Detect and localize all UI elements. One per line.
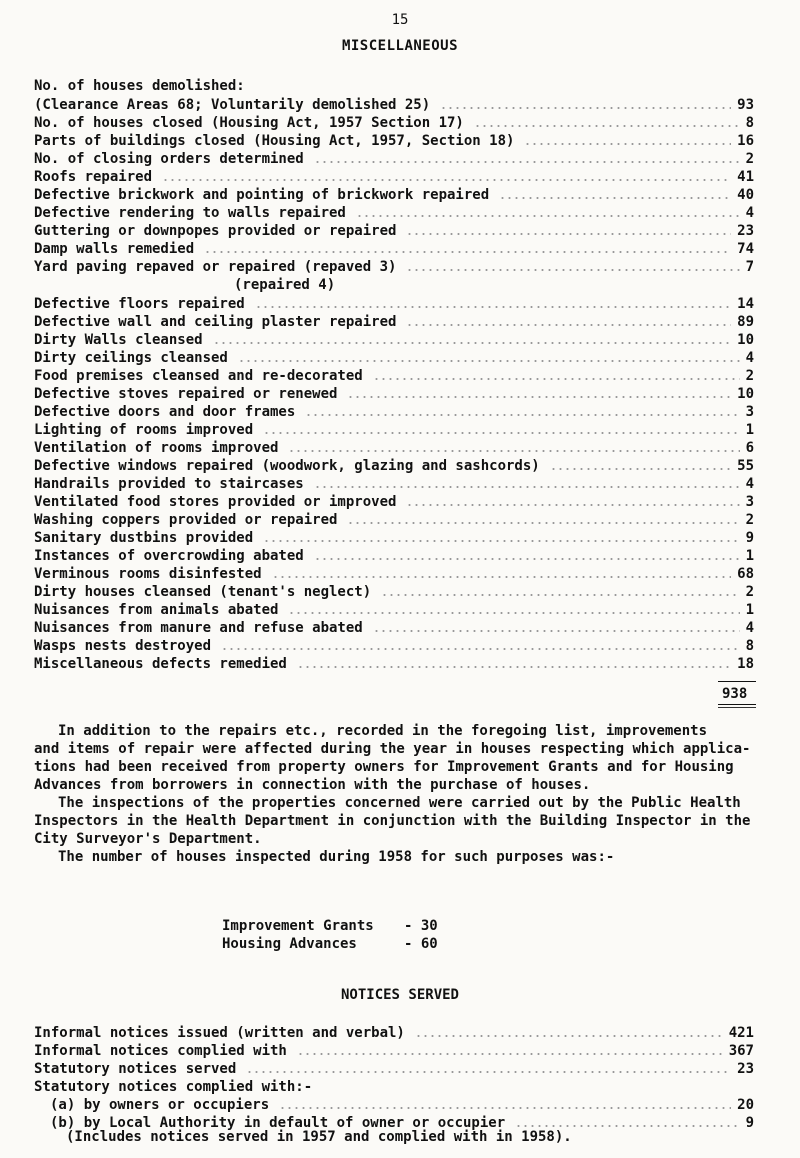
repair-item-label: Nuisances from manure and refuse abated (34, 620, 363, 636)
repair-item-row (34, 241, 754, 259)
repair-item-label: Defective wall and ceiling plaster repaired (34, 314, 397, 330)
repair-item-row (34, 350, 754, 368)
repair-item-row (34, 584, 754, 602)
leader-dots (288, 610, 740, 616)
repair-item-label: No. of houses closed (Housing Act, 1957 Section 17) (34, 115, 464, 131)
repair-item-row (34, 205, 754, 223)
repair-item-label: Defective stoves repaired or renewed (34, 386, 338, 402)
repair-item-value: 16 (737, 133, 754, 149)
repair-item-value: 7 (745, 259, 754, 275)
repair-item-value: 68 (737, 566, 754, 582)
repair-item-value: 14 (737, 296, 754, 312)
repair-item-label: Defective rendering to walls repaired (34, 205, 346, 221)
leader-dots (213, 340, 731, 346)
section-heading: MISCELLANEOUS (341, 38, 459, 54)
notice-value: 421 (728, 1025, 754, 1041)
leader-dots (288, 448, 740, 454)
total-rule-top (718, 681, 756, 682)
repair-item-row (34, 151, 754, 169)
repair-item-value: 2 (745, 584, 754, 600)
notice-value: 23 (737, 1061, 754, 1077)
housing-advances-label: Housing Advances (222, 936, 357, 952)
repair-item-value: 3 (745, 494, 754, 510)
leader-dots (347, 520, 740, 526)
notice-value: 9 (745, 1115, 754, 1131)
repair-item-label: Miscellaneous defects remedied (34, 656, 287, 672)
repair-item-label: Defective doors and door frames (34, 404, 296, 420)
repair-item-label: Dirty Walls cleansed (34, 332, 203, 348)
repair-item-row (34, 332, 754, 350)
leader-dots (415, 1033, 723, 1039)
leader-dots (440, 105, 731, 111)
notice-label: (a) by owners or occupiers (50, 1097, 270, 1113)
improvement-grants-value: - 30 (404, 918, 438, 934)
repair-item-row (34, 97, 754, 115)
leader-dots (221, 646, 740, 652)
notice-value: 20 (737, 1097, 754, 1113)
page-number: 15 (391, 12, 409, 28)
leader-dots (263, 538, 740, 544)
repair-item-label: Lighting of rooms improved (34, 422, 254, 438)
total-rule-double (718, 707, 756, 708)
repair-item-row (34, 620, 754, 638)
repair-item-value: 9 (745, 530, 754, 546)
leader-dots (373, 376, 740, 382)
repair-item-row (34, 602, 754, 620)
leader-dots (406, 267, 740, 273)
leader-dots (314, 484, 740, 490)
repair-item-value: 2 (745, 151, 754, 167)
repair-item-value: 1 (745, 602, 754, 618)
repair-item-value: 89 (737, 314, 754, 330)
leader-dots (263, 430, 740, 436)
improvement-grants-row (222, 918, 438, 934)
leader-dots (204, 249, 731, 255)
repair-item-label: Instances of overcrowding abated (34, 548, 304, 564)
notice-row (34, 1043, 754, 1061)
repair-item-row (34, 494, 754, 512)
repair-item-value: 41 (737, 169, 754, 185)
leader-dots (550, 466, 731, 472)
repair-item-value: 2 (745, 368, 754, 384)
repair-item-row (34, 296, 754, 314)
repair-item-value: 23 (737, 223, 754, 239)
repair-item-row (34, 422, 754, 440)
leader-dots (314, 159, 740, 165)
leader-dots (524, 141, 731, 147)
notice-label: Informal notices complied with (34, 1043, 287, 1059)
repair-item-value: 74 (737, 241, 754, 257)
leader-dots (406, 502, 740, 508)
repair-item-label: Dirty ceilings cleansed (34, 350, 228, 366)
notices-footnote: (Includes notices served in 1957 and complied with in 1958). (66, 1129, 572, 1145)
repair-item-row (34, 223, 754, 241)
repair-item-label: Guttering or downpopes provided or repaired (34, 223, 397, 239)
repair-item-row (34, 440, 754, 458)
notice-label: Statutory notices complied with:- (34, 1079, 313, 1095)
repair-item-row (34, 404, 754, 422)
paragraph-line: tions had been received from property owners for Improvement Grants and for Housing (34, 759, 734, 775)
notice-label: Informal notices issued (written and verbal) (34, 1025, 405, 1041)
repair-item-label: Handrails provided to staircases (34, 476, 304, 492)
paragraph-line: City Surveyor's Department. (34, 831, 262, 847)
repair-item-value: 93 (737, 97, 754, 113)
leader-dots (474, 123, 740, 129)
repair-item-row (34, 133, 754, 151)
repair-item-row (34, 548, 754, 566)
paragraph-line: and items of repair were affected during the year in houses respecting which applica- (34, 741, 751, 757)
notice-row (34, 1061, 754, 1079)
leader-dots (246, 1069, 731, 1075)
repair-item-row (34, 259, 754, 277)
repair-item-label: Parts of buildings closed (Housing Act, 1957, Section 18) (34, 133, 515, 149)
leader-dots (347, 394, 731, 400)
repair-item-value: 4 (745, 620, 754, 636)
repair-item-value: 1 (745, 422, 754, 438)
repair-item-value: 10 (737, 386, 754, 402)
repair-item-value: 3 (745, 404, 754, 420)
repair-item-value: 4 (745, 476, 754, 492)
repair-item-row (34, 115, 754, 133)
repair-item-label: (Clearance Areas 68; Voluntarily demolished 25) (34, 97, 431, 113)
repair-item-value: 6 (745, 440, 754, 456)
repair-item-row (34, 386, 754, 404)
total-value: 938 (722, 686, 748, 702)
repair-item-value: 8 (745, 115, 754, 131)
leader-dots (406, 322, 731, 328)
leader-dots (272, 574, 731, 580)
repair-item-value: 40 (737, 187, 754, 203)
repair-item-label: Sanitary dustbins provided (34, 530, 254, 546)
repair-item-row (34, 512, 754, 530)
paragraph-line: The number of houses inspected during 1958 for such purposes was:- (58, 849, 615, 865)
repair-item-row (34, 638, 754, 656)
housing-advances-row (222, 936, 438, 952)
repair-item-label: Dirty houses cleansed (tenant's neglect) (34, 584, 372, 600)
repair-item-label: Roofs repaired (34, 169, 153, 185)
repair-item-label: Yard paving repaved or repaired (repaved 3) (34, 259, 397, 275)
repair-item-label: Damp walls remedied (34, 241, 195, 257)
notice-row (50, 1097, 754, 1115)
repair-item-label: Washing coppers provided or repaired (34, 512, 338, 528)
repair-item-row (34, 476, 754, 494)
repair-item-value: 2 (745, 512, 754, 528)
leader-dots (314, 556, 740, 562)
notice-row (34, 1079, 754, 1097)
repair-item-row (34, 530, 754, 548)
repair-item-row (34, 566, 754, 584)
notice-row (34, 1025, 754, 1043)
paragraph-line: The inspections of the properties concerned were carried out by the Public Health (58, 795, 741, 811)
paragraph-line: Inspectors in the Health Department in conjunction with the Building Inspector in the (34, 813, 751, 829)
notice-value: 367 (728, 1043, 754, 1059)
repair-item-value: 10 (737, 332, 754, 348)
repair-item-value: 18 (737, 656, 754, 672)
improvement-grants-label: Improvement Grants (222, 918, 374, 934)
repair-item-row (34, 368, 754, 386)
paragraph-line: Advances from borrowers in connection with the purchase of houses. (34, 777, 591, 793)
total-rule-bottom (718, 704, 756, 705)
leader-dots (406, 231, 731, 237)
notices-heading: NOTICES SERVED (340, 987, 459, 1003)
repair-item-label: Ventilation of rooms improved (34, 440, 279, 456)
leader-dots (381, 592, 740, 598)
repair-item-value: 8 (745, 638, 754, 654)
repair-item-value: 55 (737, 458, 754, 474)
repair-item-label: Defective floors repaired (34, 296, 245, 312)
repair-item-row (34, 656, 754, 674)
repair-item-label: Food premises cleansed and re-decorated (34, 368, 363, 384)
notice-label: (b) by Local Authority in default of owner or occupier (50, 1115, 506, 1131)
leader-dots (499, 195, 731, 201)
leader-dots (297, 1051, 723, 1057)
leader-dots (297, 664, 731, 670)
leader-dots (238, 358, 740, 364)
repair-item-label: Defective brickwork and pointing of brickwork repaired (34, 187, 490, 203)
repair-item-value: 4 (745, 205, 754, 221)
leader-dots (305, 412, 740, 418)
repair-item-label: Ventilated food stores provided or improved (34, 494, 397, 510)
repaired-note: (repaired 4) (234, 277, 336, 293)
repair-item-label: Wasps nests destroyed (34, 638, 212, 654)
repair-item-value: 4 (745, 350, 754, 366)
leader-dots (279, 1105, 731, 1111)
housing-advances-value: - 60 (404, 936, 438, 952)
houses-demolished-title: No. of houses demolished: (34, 78, 245, 94)
leader-dots (373, 628, 740, 634)
leader-dots (162, 177, 731, 183)
repair-item-label: Nuisances from animals abated (34, 602, 279, 618)
repair-item-label: Verminous rooms disinfested (34, 566, 262, 582)
notice-label: Statutory notices served (34, 1061, 237, 1077)
repair-item-row (34, 187, 754, 205)
paragraph-line: In addition to the repairs etc., recorded in the foregoing list, improvements (58, 723, 708, 739)
repair-item-row (34, 458, 754, 476)
leader-dots (356, 213, 740, 219)
leader-dots (255, 304, 731, 310)
repair-item-row (34, 314, 754, 332)
repair-item-label: Defective windows repaired (woodwork, glazing and sashcords) (34, 458, 540, 474)
repair-item-label: No. of closing orders determined (34, 151, 304, 167)
repair-item-value: 1 (745, 548, 754, 564)
repair-item-row (34, 169, 754, 187)
